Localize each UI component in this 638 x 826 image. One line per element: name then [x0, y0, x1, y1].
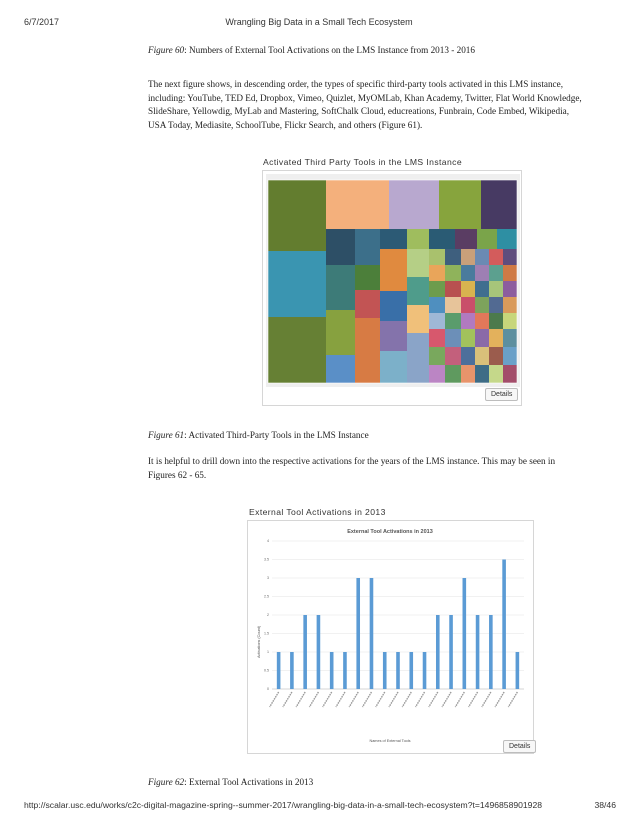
treemap-tile	[445, 249, 461, 265]
bar	[449, 615, 453, 689]
bar-widget-frame	[247, 520, 534, 754]
treemap-tile	[326, 265, 355, 310]
paragraph-third-party-tools	[148, 78, 598, 132]
bar	[463, 578, 467, 689]
x-tick-label-mark	[495, 692, 504, 707]
treemap-tile	[326, 310, 355, 355]
treemap-tile	[503, 249, 517, 265]
y-tick-label: 2	[267, 613, 269, 618]
treemap-tile	[380, 351, 407, 383]
treemap-tile	[380, 229, 407, 249]
x-tick-label-mark	[323, 692, 332, 707]
bar-chart-y-ticks	[264, 539, 269, 691]
treemap-tile	[429, 265, 445, 281]
treemap-tile	[475, 329, 489, 347]
treemap-tile	[475, 281, 489, 297]
treemap-tile	[445, 329, 461, 347]
treemap-tile	[407, 229, 429, 249]
treemap-widget-frame	[262, 170, 522, 406]
treemap-tile	[355, 290, 380, 318]
treemap-tile	[489, 265, 503, 281]
x-tick-label-mark	[376, 692, 385, 707]
page-footer	[0, 800, 638, 814]
treemap-tile	[380, 291, 407, 321]
treemap-tile	[503, 365, 517, 383]
bar-widget-title: External Tool Activations in 2013	[249, 507, 386, 517]
treemap-tile	[461, 347, 475, 365]
bar-chart-bars	[277, 560, 519, 690]
treemap-tile	[407, 333, 429, 383]
bar	[343, 652, 347, 689]
x-tick-label-mark	[362, 692, 371, 707]
bar	[516, 652, 520, 689]
paragraph-line: SlideShare, Yellowdig, MyLab and Mastering, SoftChalk Cloud, educreations, Funbrain, Code Embed, Wikipedia,	[148, 106, 570, 116]
x-tick-label-mark	[402, 692, 411, 707]
treemap-tile	[326, 229, 355, 265]
x-tick-label-mark	[455, 692, 464, 707]
y-tick-label: 3.5	[264, 557, 269, 562]
bar	[489, 615, 493, 689]
x-tick-label-mark	[270, 692, 279, 707]
bar-chart-xlabel: Names of External Tools	[369, 739, 411, 743]
bar-chart-details-button[interactable]: Details	[503, 740, 536, 753]
figure-60-caption	[148, 44, 598, 57]
y-tick-label: 0.5	[264, 668, 269, 673]
bar	[383, 652, 387, 689]
treemap-tile	[429, 313, 445, 329]
treemap-tile	[489, 313, 503, 329]
bar	[303, 615, 307, 689]
bar	[502, 560, 506, 690]
bar	[423, 652, 427, 689]
treemap-tile	[475, 365, 489, 383]
bar	[290, 652, 294, 689]
paragraph-line: Figures 62 - 65.	[148, 469, 207, 480]
treemap-tile	[489, 347, 503, 365]
treemap-tile	[503, 313, 517, 329]
x-tick-label-mark	[416, 692, 425, 707]
treemap-tile	[481, 180, 517, 229]
bar	[277, 652, 281, 689]
treemap-tile	[429, 365, 445, 383]
treemap-tile	[503, 297, 517, 313]
treemap-tile	[407, 249, 429, 277]
treemap-tile	[445, 297, 461, 313]
treemap-widget-title: Activated Third Party Tools in the LMS Instance	[263, 157, 463, 167]
treemap-tile	[445, 365, 461, 383]
figure-61-caption	[148, 429, 598, 442]
treemap-tile	[326, 355, 355, 383]
y-tick-label: 3	[267, 576, 269, 581]
x-tick-label-mark	[442, 692, 451, 707]
treemap-tile	[461, 365, 475, 383]
bar	[476, 615, 480, 689]
treemap-tile	[268, 317, 326, 383]
treemap-chart	[263, 171, 521, 405]
treemap-tile	[429, 329, 445, 347]
page-number: 38/46	[594, 800, 616, 810]
treemap-tile	[475, 297, 489, 313]
bar	[356, 578, 360, 689]
treemap-tile	[455, 229, 477, 249]
bar	[409, 652, 413, 689]
treemap-tile	[461, 329, 475, 347]
x-tick-label-mark	[389, 692, 398, 707]
treemap-tile	[497, 229, 517, 249]
treemap-tile	[389, 180, 439, 229]
treemap-tile	[461, 249, 475, 265]
treemap-tile	[445, 265, 461, 281]
x-tick-label-mark	[336, 692, 345, 707]
source-url: http://scalar.usc.edu/works/c2c-digital-magazine-spring--summer-2017/wrangling-big-data-in-a-small-tech-ecosystem?t=1496858901928	[24, 800, 543, 810]
paragraph-line: USA Today, Mediasite, SchoolTube, Flickr Search, and others (Figure 61).	[148, 119, 423, 130]
treemap-tile	[503, 347, 517, 365]
treemap-tile	[503, 265, 517, 281]
treemap-tile	[503, 329, 517, 347]
y-tick-label: 4	[267, 539, 269, 544]
treemap-tile	[355, 318, 380, 383]
treemap-tile	[489, 297, 503, 313]
x-tick-label-mark	[482, 692, 491, 707]
x-tick-label-mark	[429, 692, 438, 707]
treemap-tile	[489, 329, 503, 347]
bar-chart-x-ticks	[270, 692, 518, 707]
y-tick-label: 1	[267, 650, 269, 655]
print-date: 6/7/2017	[24, 17, 60, 27]
y-tick-label: 0	[267, 687, 269, 692]
treemap-tile	[477, 229, 497, 249]
paragraph-line: including: YouTube, TED Ed, Dropbox, Vimeo, Quizlet, MyOMLab, Khan Academy, Twitter, Flat World Knowledge,	[148, 92, 582, 103]
treemap-tile	[429, 281, 445, 297]
figure-60-text: : Numbers of External Tool Activations on the LMS Instance from 2013 - 2016	[184, 45, 475, 55]
bar	[330, 652, 334, 689]
y-tick-label: 2.5	[264, 594, 269, 599]
treemap-tile	[461, 297, 475, 313]
paragraph-drill-down	[148, 455, 598, 482]
treemap-tile	[475, 265, 489, 281]
figure-62-label: Figure 62	[148, 777, 185, 787]
figure-61-label: Figure 61	[148, 430, 185, 440]
treemap-tile	[439, 180, 481, 229]
treemap-tile	[461, 281, 475, 297]
paragraph-line: The next figure shows, in descending order, the types of specific third-party tools activated in this LMS instance,	[148, 79, 564, 89]
treemap-tile	[355, 265, 380, 290]
treemap-tile	[429, 347, 445, 365]
treemap-tile	[429, 249, 445, 265]
treemap-tile	[429, 297, 445, 313]
paragraph-line: It is helpful to drill down into the respective activations for the years of the LMS instance. This may be seen in	[148, 456, 556, 466]
treemap-tile	[489, 281, 503, 297]
x-tick-label-mark	[283, 692, 292, 707]
page-header	[0, 17, 638, 31]
treemap-tile	[445, 313, 461, 329]
bar	[436, 615, 440, 689]
x-tick-label-mark	[349, 692, 358, 707]
treemap-tile	[268, 251, 326, 317]
treemap-tile	[268, 180, 326, 251]
treemap-tile	[475, 313, 489, 329]
x-tick-label-mark	[469, 692, 478, 707]
treemap-tile	[489, 249, 503, 265]
treemap-tile	[475, 347, 489, 365]
bar-chart-title: External Tool Activations in 2013	[347, 529, 433, 535]
bar	[396, 652, 400, 689]
treemap-tile	[445, 347, 461, 365]
figure-60-label: Figure 60	[148, 45, 185, 55]
bar-chart-ylabel: Activations (Count)	[257, 625, 261, 659]
document-title: Wrangling Big Data in a Small Tech Ecosystem	[225, 17, 413, 27]
y-tick-label: 1.5	[264, 631, 269, 636]
figure-61-text: : Activated Third-Party Tools in the LMS Instance	[184, 430, 369, 440]
bar	[370, 578, 374, 689]
bar	[317, 615, 321, 689]
treemap-details-button[interactable]: Details	[485, 388, 518, 401]
figure-62-caption	[148, 776, 598, 789]
treemap-tile	[380, 321, 407, 351]
treemap-tile	[326, 180, 389, 229]
treemap-tile	[429, 229, 455, 249]
x-tick-label-mark	[309, 692, 318, 707]
treemap-tile	[475, 249, 489, 265]
treemap-tile	[380, 249, 407, 291]
treemap-tile	[407, 277, 429, 305]
x-tick-label-mark	[508, 692, 517, 707]
treemap-tile	[503, 281, 517, 297]
treemap-tile	[407, 305, 429, 333]
figure-62-text: : External Tool Activations in 2013	[184, 777, 314, 787]
bar-chart	[248, 521, 533, 753]
treemap-tile	[355, 229, 380, 265]
treemap-tile	[461, 313, 475, 329]
x-tick-label-mark	[296, 692, 305, 707]
treemap-tile	[445, 281, 461, 297]
treemap-tile	[461, 265, 475, 281]
treemap-tile	[489, 365, 503, 383]
